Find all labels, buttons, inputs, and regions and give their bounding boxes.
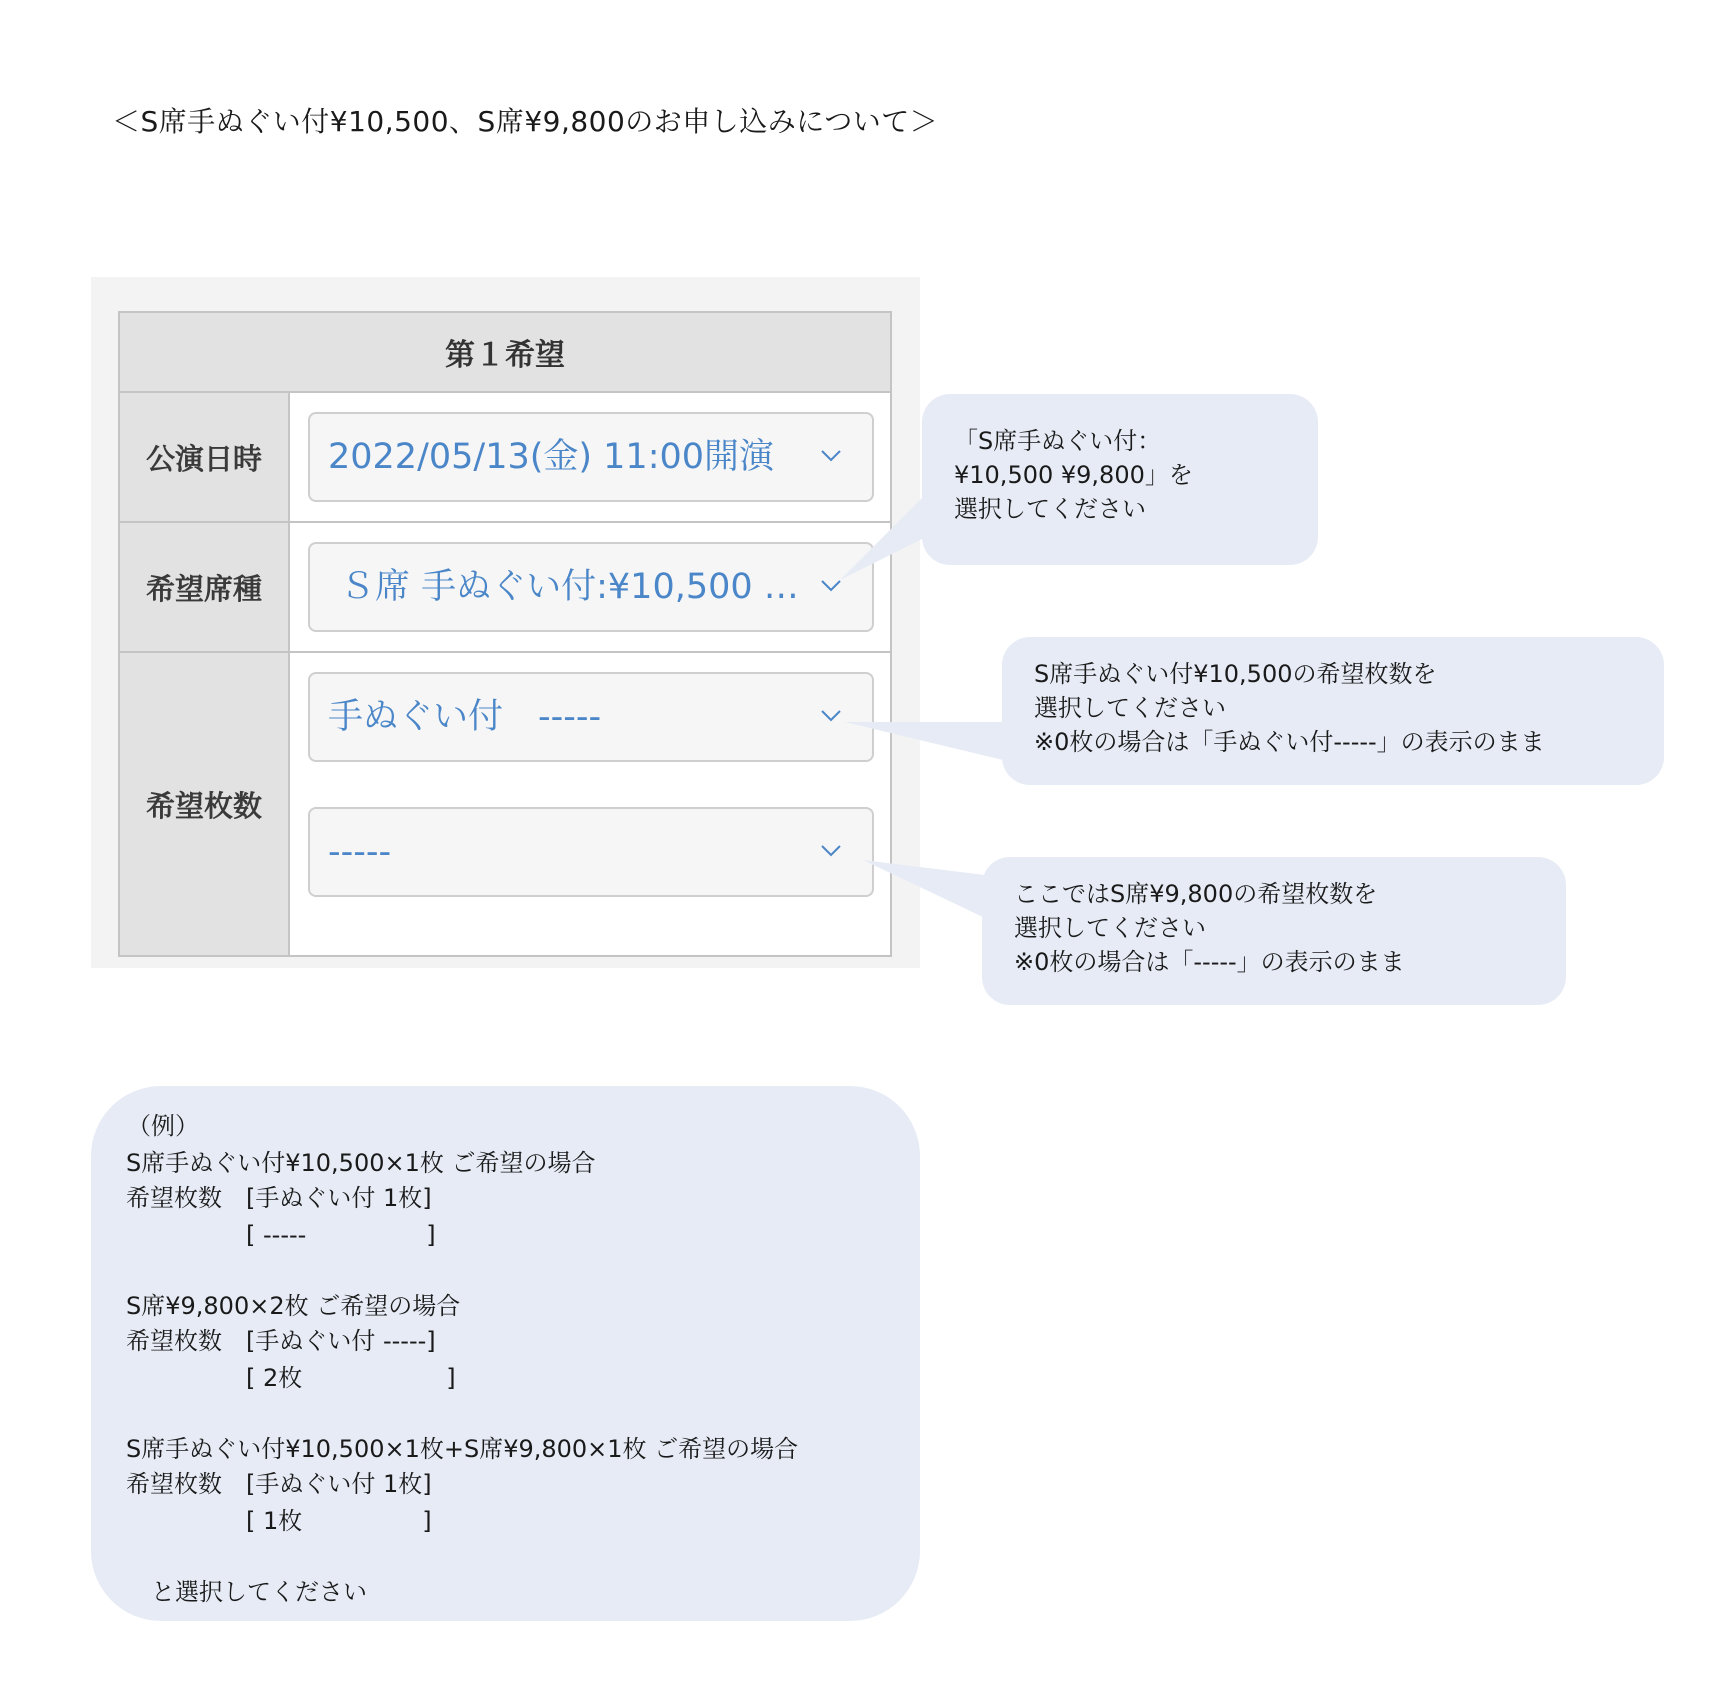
ticket-count-label: 希望枚数: [120, 653, 290, 955]
callout-text: 選択してください: [1034, 694, 1226, 722]
tenugui-count-callout: [1002, 637, 1664, 785]
callout-text: ※0枚の場合は「-----」の表示のまま: [1014, 948, 1405, 976]
example-footer: と選択してください: [151, 1578, 367, 1606]
example-count-label: 希望枚数: [126, 1327, 222, 1355]
example-count-label: 希望枚数: [126, 1184, 222, 1212]
regular-count-value: -----: [328, 832, 392, 872]
regular-count-callout: [982, 857, 1566, 1005]
performance-date-label: 公演日時: [120, 393, 290, 521]
tenugui-count-callout-pointer: [845, 722, 1003, 760]
example-box: [91, 1086, 920, 1621]
callout-text: S席手ぬぐい付¥10,500の希望枚数を: [1034, 660, 1437, 688]
callout-text: 「S席手ぬぐい付：: [954, 427, 1162, 455]
performance-date-value: 2022/05/13(金) 11:00開演: [328, 437, 775, 477]
example-count-label: 希望枚数: [126, 1470, 222, 1498]
form-header: 第１希望: [120, 313, 890, 393]
seat-type-label: 希望席種: [120, 523, 290, 651]
tenugui-count-value: 手ぬぐい付 -----: [328, 697, 602, 737]
seat-type-value: Ｓ席 手ぬぐい付:¥10,500 …: [340, 567, 799, 607]
callout-text: ※0枚の場合は「手ぬぐい付-----」の表示のまま: [1034, 728, 1545, 756]
example-select-line: [ 2枚 ]: [246, 1364, 456, 1392]
example-case-title: S席手ぬぐい付¥10,500×1枚 ご希望の場合: [126, 1149, 596, 1177]
example-select-line: [ 1枚 ]: [246, 1507, 432, 1535]
callout-text: ここではS席¥9,800の希望枚数を: [1014, 880, 1378, 908]
callout-text: 選択してください: [954, 495, 1146, 523]
callout-text: ¥10,500 ¥9,800」を: [954, 461, 1193, 489]
example-select-line: [手ぬぐい付 1枚]: [246, 1184, 432, 1212]
example-case-title: S席手ぬぐい付¥10,500×1枚+S席¥9,800×1枚 ご希望の場合: [126, 1435, 799, 1463]
example-title: （例）: [127, 1112, 199, 1140]
callout-text: 選択してください: [1014, 914, 1206, 942]
regular-count-callout-pointer: [863, 860, 985, 918]
page-heading: ＜S席手ぬぐい付¥10,500、S席¥9,800のお申し込みについて＞: [112, 105, 939, 138]
example-select-line: [ ----- ]: [246, 1221, 436, 1249]
example-case-title: S席¥9,800×2枚 ご希望の場合: [126, 1292, 461, 1320]
seat-type-callout: [922, 394, 1318, 565]
example-select-line: [手ぬぐい付 1枚]: [246, 1470, 432, 1498]
example-select-line: [手ぬぐい付 -----]: [246, 1327, 436, 1355]
